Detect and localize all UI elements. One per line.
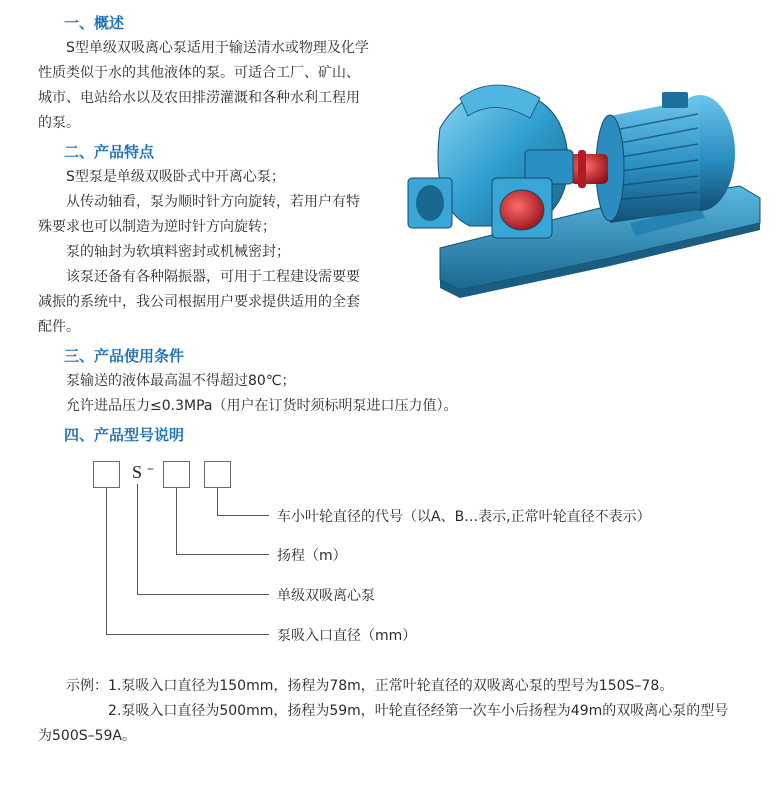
model-box-impeller: [204, 461, 231, 488]
section-heading-features: 二、产品特点: [64, 143, 155, 161]
example-line-3: 为500S–59A。: [38, 728, 136, 744]
legend-head: 扬程（m）: [277, 548, 347, 564]
features-line-5: 该泵还备有各种隔振器，可用于工程建设需要要: [66, 269, 360, 285]
leader-impeller-v: [217, 488, 218, 516]
terminal-box: [662, 92, 688, 108]
leader-inlet-h: [106, 634, 269, 635]
overview-line-3: 城市、电站给水以及农田排涝灌溉和各种水利工程用: [38, 90, 360, 106]
leader-s-v: [137, 484, 138, 595]
features-line-4: 泵的轴封为软填料密封或机械密封；: [66, 244, 290, 260]
features-line-3: 殊要求也可以制造为逆时针方向旋转；: [38, 219, 276, 235]
leader-s-h: [137, 594, 269, 595]
coupling-ring: [578, 150, 586, 188]
features-line-7: 配件。: [38, 319, 80, 335]
features-line-6: 减振的系统中，我公司根据用户要求提供适用的全套: [38, 294, 360, 310]
section-heading-model: 四、产品型号说明: [64, 426, 185, 444]
outlet-opening: [416, 185, 444, 221]
overview-line-4: 的泵。: [38, 115, 80, 131]
model-box-head: [163, 461, 190, 488]
overview-line-2: 性质类似于水的其他液体的泵。可适合工厂、矿山、: [38, 65, 360, 81]
leader-head-v: [176, 488, 177, 555]
leader-head-h: [176, 554, 269, 555]
conditions-line-2: 允许进品压力≤0.3MPa（用户在订货时须标明泵进口压力值）。: [66, 398, 458, 414]
example-line-2: 2.泵吸入口直径为500mm，扬程为59m，叶轮直径经第一次车小后扬程为49m的双吸离心泵的型号: [108, 703, 729, 719]
section-heading-conditions: 三、产品使用条件: [64, 347, 185, 365]
pump-illustration: [400, 58, 770, 308]
conditions-line-1: 泵输送的液体最高温不得超过80℃；: [66, 373, 296, 389]
example-line-1: 示例：1.泵吸入口直径为150mm，扬程为78m，正常叶轮直径的双吸离心泵的型号为150S–78。: [66, 678, 674, 694]
inlet-opening: [500, 190, 544, 230]
legend-inlet-diameter: 泵吸入口直径（mm）: [277, 628, 417, 644]
model-dash: –: [147, 461, 154, 477]
section-heading-overview: 一、概述: [64, 14, 125, 32]
features-line-1: S型泵是单级双吸卧式中开离心泵；: [66, 169, 285, 185]
legend-impeller-code: 车小叶轮直径的代号（以A、B…表示,正常叶轮直径不表示）: [277, 509, 651, 525]
leader-inlet-v: [106, 488, 107, 635]
model-box-inlet: [93, 461, 120, 488]
features-line-2: 从传动轴看，泵为顺时针方向旋转，若用户有特: [66, 194, 360, 210]
model-letter-s: S: [132, 462, 143, 482]
coupling: [570, 154, 608, 184]
leader-impeller-h: [217, 515, 269, 516]
legend-pump-type: 单级双吸离心泵: [277, 588, 375, 604]
overview-line-1: S型单级双吸离心泵适用于输送清水或物理及化学: [66, 40, 369, 56]
